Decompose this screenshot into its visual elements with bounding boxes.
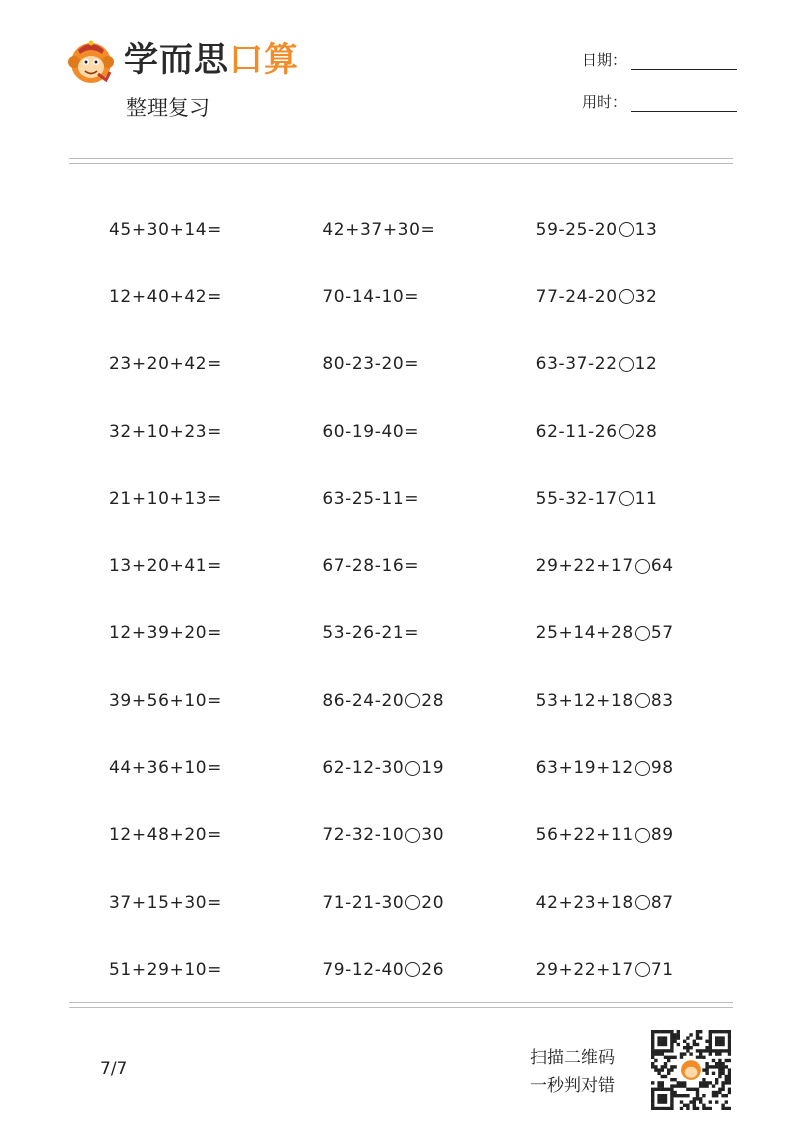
- problem-compare-value: 83: [650, 690, 674, 711]
- problem-compare-value: 98: [650, 758, 674, 779]
- header-divider: [69, 158, 733, 164]
- problem-expression: 29+22+17: [535, 556, 634, 577]
- problem-item: [536, 398, 749, 465]
- problem-item: [109, 936, 322, 1003]
- scan-instruction: [530, 1044, 615, 1100]
- problem-item: [322, 600, 535, 667]
- problem-expression: 60-19-40=: [322, 421, 420, 442]
- problem-expression: 21+10+13=: [109, 488, 223, 509]
- problem-expression: 71-21-30: [322, 892, 405, 913]
- compare-circle-icon[interactable]: [635, 626, 650, 641]
- problem-expression: 63-37-22: [535, 354, 618, 375]
- problem-compare-value: 30: [421, 825, 445, 846]
- compare-circle-icon[interactable]: [405, 693, 420, 708]
- problem-row: [109, 802, 749, 869]
- footer-divider: [69, 1002, 733, 1008]
- compare-circle-icon[interactable]: [405, 761, 420, 776]
- problem-expression: 63-25-11=: [322, 488, 420, 509]
- brand-main-text: 学而思: [124, 40, 229, 80]
- problem-expression: 63+19+12: [535, 758, 634, 779]
- problem-row: [109, 532, 749, 599]
- problem-item: [536, 532, 749, 599]
- problem-item: [109, 734, 322, 801]
- problem-compare-value: 32: [634, 286, 658, 307]
- problem-compare-value: 13: [634, 219, 658, 240]
- problem-item: [536, 734, 749, 801]
- problem-item: [322, 263, 535, 330]
- problem-expression: 72-32-10: [322, 825, 405, 846]
- problem-expression: 44+36+10=: [109, 758, 223, 779]
- problem-expression: 55-32-17: [535, 488, 618, 509]
- problem-expression: 29+22+17: [535, 959, 634, 980]
- compare-circle-icon[interactable]: [405, 828, 420, 843]
- compare-circle-icon[interactable]: [405, 962, 420, 977]
- problem-item: [109, 802, 322, 869]
- problem-row: [109, 465, 749, 532]
- problem-expression: 42+23+18: [535, 892, 634, 913]
- problem-expression: 32+10+23=: [109, 421, 223, 442]
- problem-row: [109, 869, 749, 936]
- problem-expression: 56+22+11: [535, 825, 634, 846]
- problem-expression: 62-11-26: [535, 421, 618, 442]
- problem-row: [109, 600, 749, 667]
- compare-circle-icon[interactable]: [635, 962, 650, 977]
- problem-row: [109, 263, 749, 330]
- problem-item: [322, 532, 535, 599]
- brand-title: [124, 38, 299, 82]
- compare-circle-icon[interactable]: [619, 289, 634, 304]
- compare-circle-icon[interactable]: [405, 895, 420, 910]
- problem-row: [109, 398, 749, 465]
- problem-expression: 51+29+10=: [109, 959, 223, 980]
- problem-expression: 80-23-20=: [322, 354, 420, 375]
- problem-grid: [109, 196, 749, 1004]
- problem-row: [109, 667, 749, 734]
- scan-line-1: 扫描二维码: [530, 1048, 615, 1068]
- problem-expression: 13+20+41=: [109, 556, 223, 577]
- compare-circle-icon[interactable]: [635, 693, 650, 708]
- problem-item: [322, 667, 535, 734]
- problem-expression: 23+20+42=: [109, 354, 223, 375]
- compare-circle-icon[interactable]: [635, 761, 650, 776]
- problem-item: [109, 398, 322, 465]
- problem-item: [536, 600, 749, 667]
- problem-compare-value: 87: [650, 892, 674, 913]
- problem-item: [322, 869, 535, 936]
- compare-circle-icon[interactable]: [619, 222, 634, 237]
- problem-item: [322, 936, 535, 1003]
- problem-item: [109, 600, 322, 667]
- problem-item: [109, 331, 322, 398]
- compare-circle-icon[interactable]: [619, 491, 634, 506]
- problem-item: [109, 869, 322, 936]
- problem-item: [109, 667, 322, 734]
- problem-compare-value: 64: [650, 556, 674, 577]
- problem-row: [109, 936, 749, 1003]
- problem-item: [322, 465, 535, 532]
- problem-expression: 86-24-20: [322, 690, 405, 711]
- problem-expression: 62-12-30: [322, 758, 405, 779]
- problem-item: [322, 734, 535, 801]
- problem-expression: 67-28-16=: [322, 556, 420, 577]
- problem-expression: 37+15+30=: [109, 892, 223, 913]
- problem-item: [322, 331, 535, 398]
- problem-item: [322, 398, 535, 465]
- problem-compare-value: 12: [634, 354, 658, 375]
- monkey-mascot-icon: [66, 36, 116, 86]
- time-field: [582, 92, 737, 112]
- problem-expression: 70-14-10=: [322, 286, 420, 307]
- problem-item: [536, 465, 749, 532]
- problem-compare-value: 71: [650, 959, 674, 980]
- problem-row: [109, 331, 749, 398]
- problem-item: [536, 869, 749, 936]
- problem-expression: 12+48+20=: [109, 825, 223, 846]
- problem-expression: 45+30+14=: [109, 219, 223, 240]
- problem-item: [322, 196, 535, 263]
- problem-item: [536, 667, 749, 734]
- problem-expression: 53-26-21=: [322, 623, 420, 644]
- problem-compare-value: 28: [634, 421, 658, 442]
- problem-item: [109, 532, 322, 599]
- page-subtitle: 整理复习: [126, 96, 210, 120]
- problem-item: [536, 331, 749, 398]
- problem-expression: 12+39+20=: [109, 623, 223, 644]
- qr-code-icon[interactable]: [651, 1030, 731, 1110]
- compare-circle-icon[interactable]: [619, 357, 634, 372]
- problem-expression: 42+37+30=: [322, 219, 436, 240]
- date-field: [582, 50, 737, 70]
- problem-compare-value: 28: [421, 690, 445, 711]
- problem-item: [536, 802, 749, 869]
- problem-item: [536, 196, 749, 263]
- problem-compare-value: 11: [634, 488, 658, 509]
- problem-compare-value: 57: [650, 623, 674, 644]
- problem-expression: 59-25-20: [535, 219, 618, 240]
- problem-expression: 79-12-40: [322, 959, 405, 980]
- problem-item: [536, 263, 749, 330]
- problem-item: [109, 196, 322, 263]
- problem-expression: 25+14+28: [535, 623, 634, 644]
- brand-accent-text: 口算: [229, 40, 299, 80]
- problem-item: [109, 263, 322, 330]
- time-label: 用时：: [582, 93, 628, 111]
- problem-row: [109, 196, 749, 263]
- compare-circle-icon[interactable]: [619, 424, 634, 439]
- page-number: 7/7: [100, 1059, 128, 1079]
- time-blank-line[interactable]: [631, 97, 737, 112]
- compare-circle-icon[interactable]: [635, 559, 650, 574]
- problem-expression: 39+56+10=: [109, 690, 223, 711]
- problem-expression: 12+40+42=: [109, 286, 223, 307]
- compare-circle-icon[interactable]: [635, 895, 650, 910]
- problem-item: [536, 936, 749, 1003]
- date-label: 日期：: [582, 51, 628, 69]
- scan-line-2: 一秒判对错: [530, 1076, 615, 1096]
- date-blank-line[interactable]: [631, 55, 737, 70]
- problem-expression: 53+12+18: [535, 690, 634, 711]
- problem-expression: 77-24-20: [535, 286, 618, 307]
- problem-item: [322, 802, 535, 869]
- compare-circle-icon[interactable]: [635, 828, 650, 843]
- problem-compare-value: 26: [421, 959, 445, 980]
- problem-compare-value: 19: [421, 758, 445, 779]
- problem-item: [109, 465, 322, 532]
- problem-compare-value: 89: [650, 825, 674, 846]
- problem-compare-value: 20: [421, 892, 445, 913]
- problem-row: [109, 734, 749, 801]
